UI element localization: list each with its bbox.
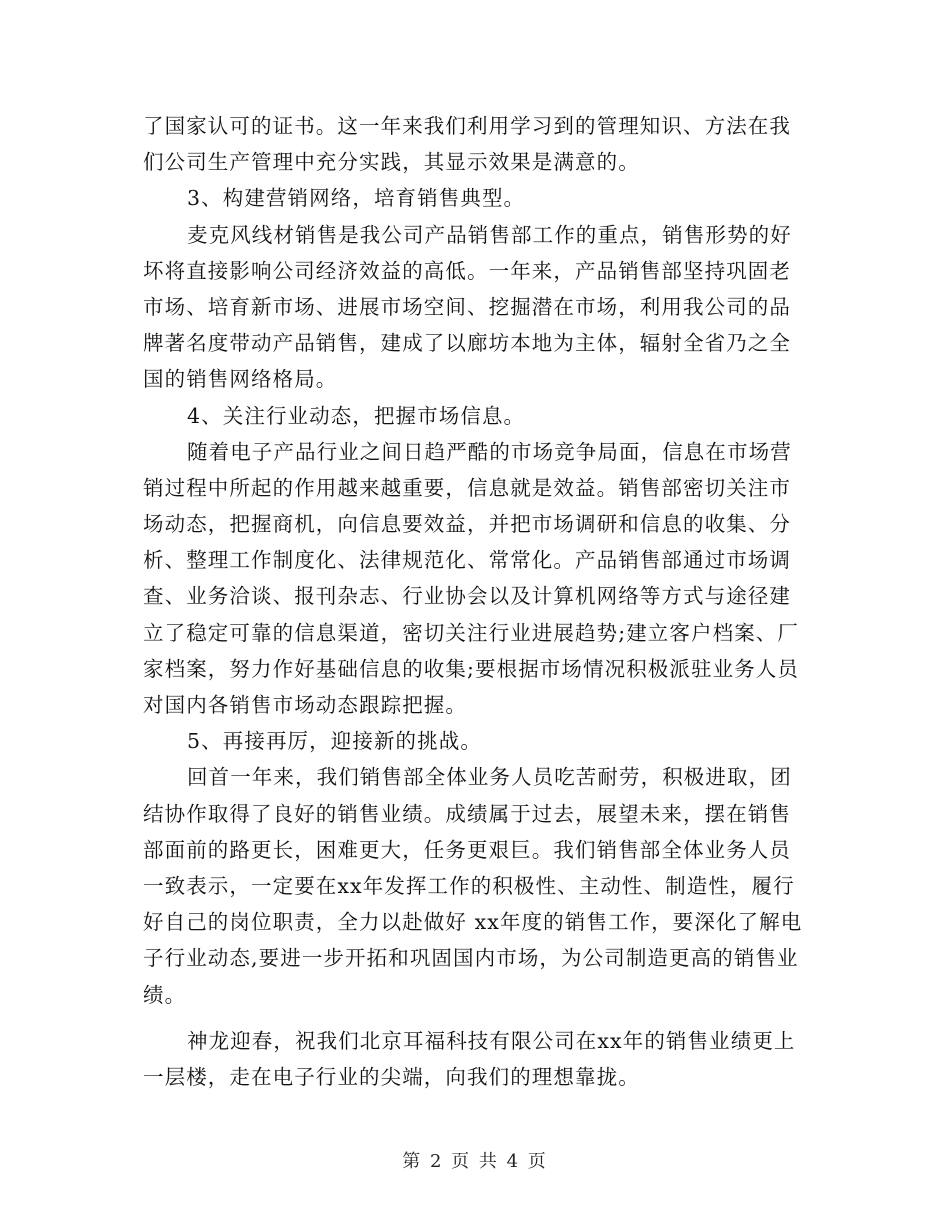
text-line: 子行业动态,要进一步开拓和巩固国内市场，为公司制造更高的销售业 bbox=[143, 946, 799, 971]
text-line: 一层楼，走在电子行业的尖端，向我们的理想靠拢。 bbox=[143, 1064, 640, 1089]
section-heading-5: 5、再接再厉，迎接新的挑战。 bbox=[187, 729, 482, 754]
text-line: 们公司生产管理中充分实践，其显示效果是满意的。 bbox=[143, 150, 640, 175]
text-line: 立了稳定可靠的信息渠道，密切关注行业进展趋势;建立客户档案、厂 bbox=[143, 620, 800, 645]
text-line: 牌著名度带动产品销售，建成了以廊坊本地为主体，辐射全省乃之全 bbox=[143, 331, 791, 356]
text-line: 结协作取得了良好的销售业绩。成绩属于过去，展望未来，摆在销售 bbox=[143, 801, 791, 826]
text-line: 对国内各销售市场动态跟踪把握。 bbox=[143, 693, 467, 717]
section-heading-3: 3、构建营销网络，培育销售典型。 bbox=[187, 186, 526, 211]
text-line: 查、业务洽谈、报刊杂志、行业协会以及计算机网络等方式与途径建 bbox=[143, 584, 791, 609]
text-line: 麦克风线材销售是我公司产品销售部工作的重点，销售形势的好 bbox=[187, 222, 792, 247]
text-line: 了国家认可的证书。这一年来我们利用学习到的管理知识、方法在我 bbox=[143, 114, 791, 138]
text-line: 析、整理工作制度化、法律规范化、常常化。产品销售部通过市场调 bbox=[143, 548, 791, 573]
text-line: 随着电子产品行业之间日趋严酷的市场竞争局面，信息在市场营 bbox=[187, 439, 792, 464]
text-line: 坏将直接影响公司经济效益的高低。一年来，产品销售部坚持巩固老 bbox=[143, 258, 791, 283]
text-line: 部面前的路更长，困难更大，任务更艰巨。我们销售部全体业务人员 bbox=[143, 837, 791, 862]
text-line: 家档案，努力作好基础信息的收集;要根据市场情况积极派驻业务人员 bbox=[143, 656, 800, 681]
text-line: 场动态，把握商机，向信息要效益，并把市场调研和信息的收集、分 bbox=[143, 512, 791, 537]
text-line: 绩。 bbox=[143, 982, 187, 1007]
text-line: 回首一年来，我们销售部全体业务人员吃苦耐劳，积极进取，团 bbox=[187, 765, 792, 790]
document-body bbox=[143, 108, 809, 1095]
text-line: 销过程中所起的作用越来越重要，信息就是效益。销售部密切关注市 bbox=[143, 475, 791, 500]
page-number-footer: 第 2 页 共 4 页 bbox=[402, 1151, 548, 1172]
text-line: 一致表示，一定要在xx年发挥工作的积极性、主动性、制造性，履行 bbox=[143, 873, 795, 898]
text-line: 国的销售网络格局。 bbox=[143, 367, 338, 392]
text-line: 好自己的岗位职责，全力以赴做好 xx年度的销售工作，要深化了解电 bbox=[143, 910, 803, 935]
text-line: 市场、培育新市场、进展市场空间、挖掘潜在市场，利用我公司的品 bbox=[143, 294, 791, 319]
text-line: 神龙迎春，祝我们北京耳福科技有限公司在xx年的销售业绩更上 bbox=[187, 1028, 796, 1053]
paragraph-gap bbox=[143, 1013, 809, 1023]
section-heading-4: 4、关注行业动态，把握市场信息。 bbox=[187, 403, 526, 428]
